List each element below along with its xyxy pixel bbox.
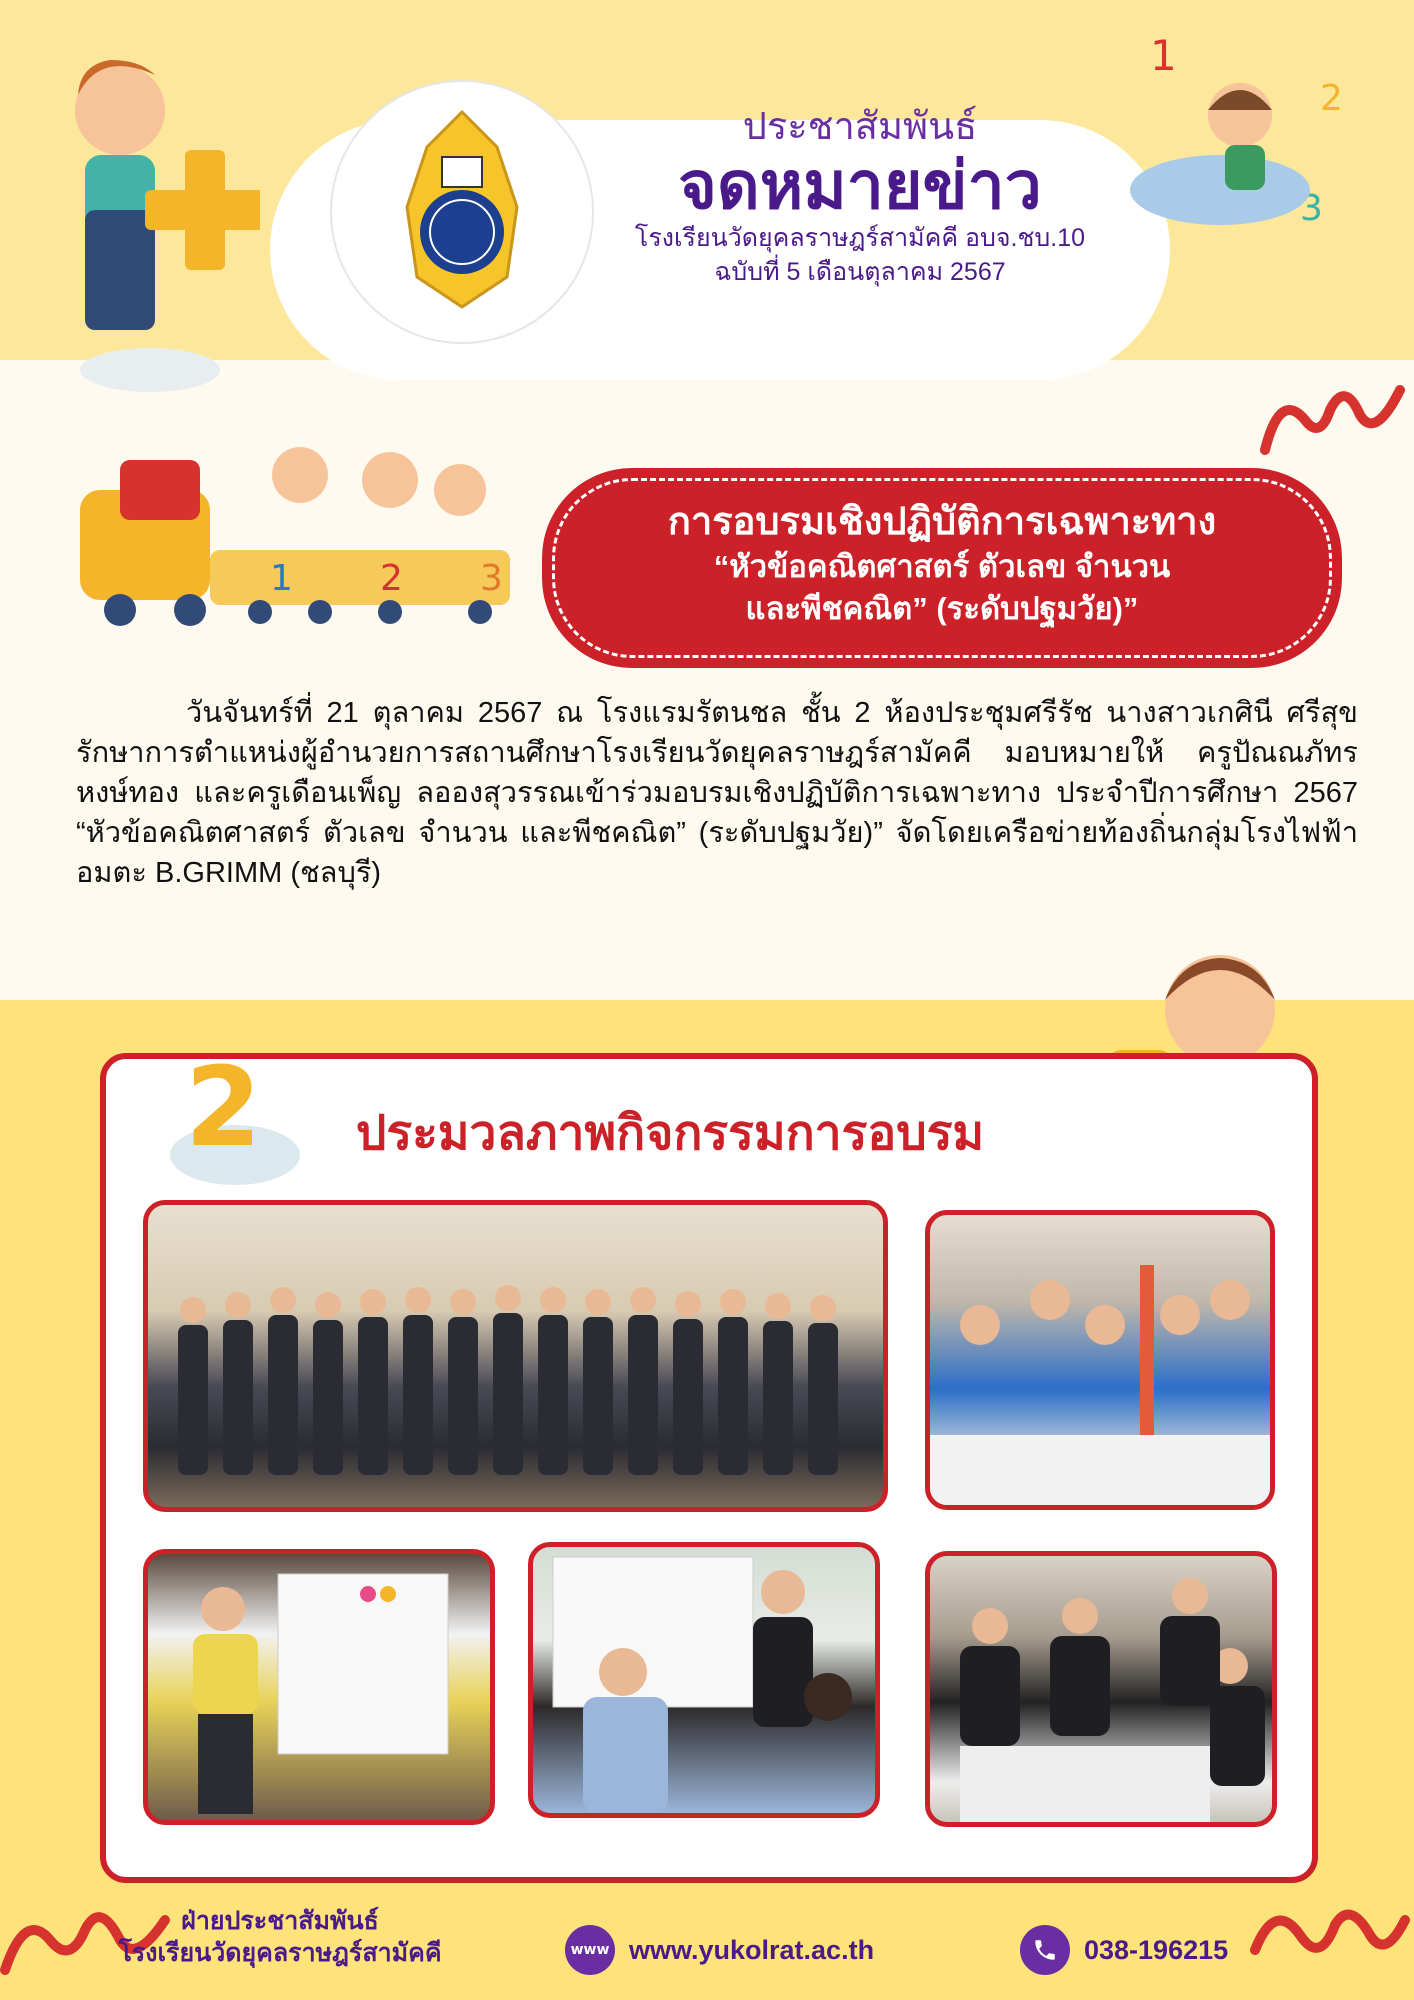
svg-text:2: 2 — [185, 1045, 262, 1171]
speaker-photo — [143, 1549, 495, 1825]
school-name: โรงเรียนวัดยุคลราษฎร์สามัคคี อบจ.ชบ.10 — [634, 224, 1086, 252]
footer-website — [565, 1925, 874, 1975]
swirl-decoration — [1250, 1900, 1410, 1980]
svg-text:1: 1 — [270, 558, 293, 599]
svg-text:3: 3 — [1300, 188, 1323, 229]
school-logo-frame — [330, 80, 594, 344]
header-kicker: ประชาสัมพันธ์ — [742, 106, 978, 148]
footer-phone — [1020, 1925, 1228, 1975]
gallery-title: ประมวลภาพกิจกรรมการอบรม — [355, 1107, 985, 1160]
globe-icon-label: www — [570, 1942, 610, 1958]
svg-text:3: 3 — [480, 558, 503, 599]
website-link[interactable]: www.yukolrat.ac.th — [629, 1934, 875, 1965]
footer-department — [100, 1905, 460, 1969]
footer-dept-line: โรงเรียนวัดยุคลราษฎร์สามัคคี — [118, 1939, 442, 1967]
newsletter-title: จดหมายข่าว — [678, 148, 1042, 222]
group-photo — [143, 1200, 888, 1512]
swirl-decoration — [1260, 380, 1410, 460]
workshop-photo — [925, 1551, 1277, 1827]
footer-dept-line: ฝ่ายประชาสัมพันธ์ — [181, 1907, 379, 1935]
globe-icon — [565, 1925, 615, 1975]
banner-heading: การอบรมเชิงปฏิบัติการเฉพาะทาง — [667, 501, 1217, 543]
banner-subtitle-line: “หัวข้อคณิตศาสตร์ ตัวเลข จำนวน — [713, 549, 1171, 584]
newsletter-header — [600, 105, 1120, 289]
issue-info: ฉบับที่ 5 เดือนตุลาคม 2567 — [714, 258, 1006, 286]
train-illustration — [60, 400, 530, 630]
svg-text:1: 1 — [1150, 31, 1177, 80]
svg-text:2: 2 — [380, 558, 403, 599]
svg-text:2: 2 — [1320, 78, 1343, 119]
presentation-photo — [528, 1542, 880, 1818]
phone-icon — [1020, 1925, 1070, 1975]
kid-with-plus-illustration — [40, 40, 260, 400]
school-emblem-icon — [387, 107, 537, 317]
table-group-photo — [925, 1210, 1275, 1510]
girl-on-plane-illustration — [1110, 30, 1350, 260]
news-paragraph: วันจันทร์ที่ 21 ตุลาคม 2567 ณ โรงแรมรัตนชล ชั้น 2 ห้องประชุมศรีรัช นางสาวเกศินี ศรีสุข รักษาการตำแหน่งผู้อำนวยการสถานศึกษาโรงเรียนวัดยุคลราษฎร์สามัคคี มอบหมายให้ ครูปัณณภัทร หงษ์ทอง และครูเดือนเพ็ญ ลอองสุวรรณเข้าร่วมอบรมเชิงปฏิบัติการเฉพาะทาง ประจำปีการศึกษา 2567 “หัวข้อคณิตศาสตร์ ตัวเลข จำนวน และพีชคณิต” (ระดับปฐมวัย)” จัดโดยเครือข่ายท้องถิ่นกลุ่มโรงไฟฟ้า อมตะ B.GRIMM (ชลบุรี) — [76, 697, 1358, 889]
banner-subtitle-line: และพีชคณิต” (ระดับปฐมวัย)” — [745, 591, 1139, 626]
topic-banner — [542, 468, 1342, 668]
phone-number[interactable]: 038-196215 — [1084, 1934, 1229, 1965]
